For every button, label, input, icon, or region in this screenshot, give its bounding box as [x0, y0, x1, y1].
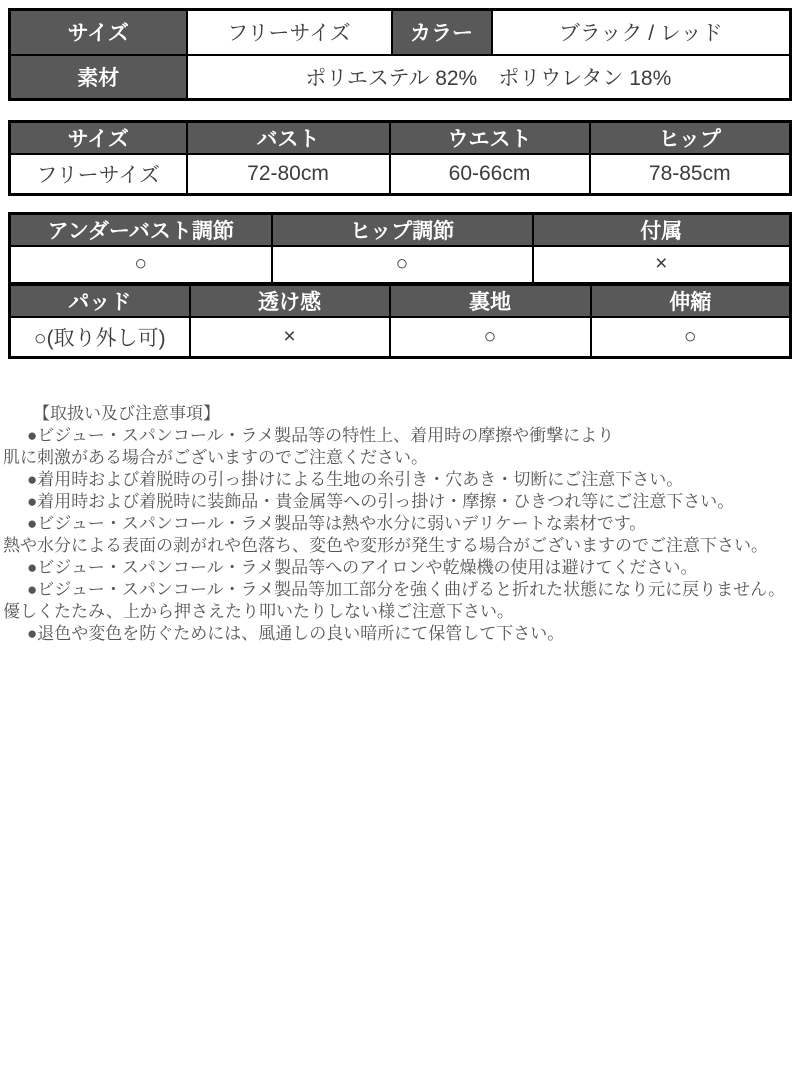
size-value-cell: フリーサイズ — [187, 10, 392, 55]
feature-lining-value: ○ — [390, 317, 591, 357]
product-detail-page — [0, 8, 800, 1075]
care-note-line: ●着用時および着脱時の引っ掛けによる生地の糸引き・穴あき・切断にご注意下さい。 — [27, 469, 684, 489]
care-note-line: ●ビジュー・スパンコール・ラメ製品等の特性上、着用時の摩擦や衝撃により — [27, 425, 615, 445]
color-header-cell: カラー — [392, 10, 492, 55]
care-notes-heading: 【取扱い及び注意事項】 — [33, 403, 220, 423]
features-header-lining: 裏地 — [390, 285, 591, 318]
care-note-line: ●ビジュー・スパンコール・ラメ製品等は熱や水分に弱いデリケートな素材です。 — [27, 513, 647, 533]
care-note-line: 熱や水分による表面の剥がれや色落ち、変色や変形が発生する場合がございますのでご注意下さい。 — [3, 535, 768, 555]
feature-pad-value: ○(取り外し可) — [10, 317, 190, 357]
measurements-header-waist: ウエスト — [390, 122, 590, 155]
features-header-sheerness: 透け感 — [190, 285, 390, 318]
color-value-cell: ブラック / レッド — [492, 10, 791, 55]
care-note-line: 肌に刺激がある場合がございますのでご注意ください。 — [3, 447, 428, 467]
measurements-header-size: サイズ — [10, 122, 187, 155]
feature-stretch-value: ○ — [591, 317, 791, 357]
material-value-cell: ポリエステル 82% ポリウレタン 18% — [187, 55, 791, 100]
care-note-line: ●退色や変色を防ぐためには、風通しの良い暗所にて保管して下さい。 — [27, 623, 565, 643]
care-note-line: ●ビジュー・スパンコール・ラメ製品等へのアイロンや乾燥機の使用は避けてください。 — [27, 557, 698, 577]
measurement-bust-value: 72-80cm — [187, 154, 390, 194]
measurement-waist-value: 60-66cm — [390, 154, 590, 194]
care-notes-section — [0, 403, 800, 645]
measurement-size-value: フリーサイズ — [10, 154, 187, 194]
care-note-line: ●着用時および着脱時に装飾品・貴金属等への引っ掛け・摩擦・ひきつれ等にご注意下さい。 — [27, 491, 735, 511]
features-header-underbust: アンダーバスト調節 — [10, 213, 272, 246]
features-header-hip-adjust: ヒップ調節 — [272, 213, 533, 246]
size-header-cell: サイズ — [10, 10, 187, 55]
feature-sheerness-value: × — [190, 317, 390, 357]
features-header-pad: パッド — [10, 285, 190, 318]
features-header-accessory: 付属 — [533, 213, 791, 246]
care-note-line: 優しくたたみ、上から押さえたり叩いたりしない様ご注意下さい。 — [3, 601, 515, 621]
measurements-header-bust: バスト — [187, 122, 390, 155]
feature-accessory-value: × — [533, 246, 791, 284]
feature-hip-adjust-value: ○ — [272, 246, 533, 284]
measurements-header-hip: ヒップ — [590, 122, 791, 155]
material-header-cell: 素材 — [10, 55, 187, 100]
product-spec-table — [8, 8, 792, 101]
feature-underbust-value: ○ — [10, 246, 272, 284]
features-header-stretch: 伸縮 — [591, 285, 791, 318]
fabric-features-table — [8, 283, 792, 359]
measurement-hip-value: 78-85cm — [590, 154, 791, 194]
care-note-line: ●ビジュー・スパンコール・ラメ製品等加工部分を強く曲げると折れた状態になり元に戻りません。 — [27, 579, 786, 599]
measurements-table — [8, 120, 792, 196]
adjustment-features-table — [8, 212, 792, 286]
